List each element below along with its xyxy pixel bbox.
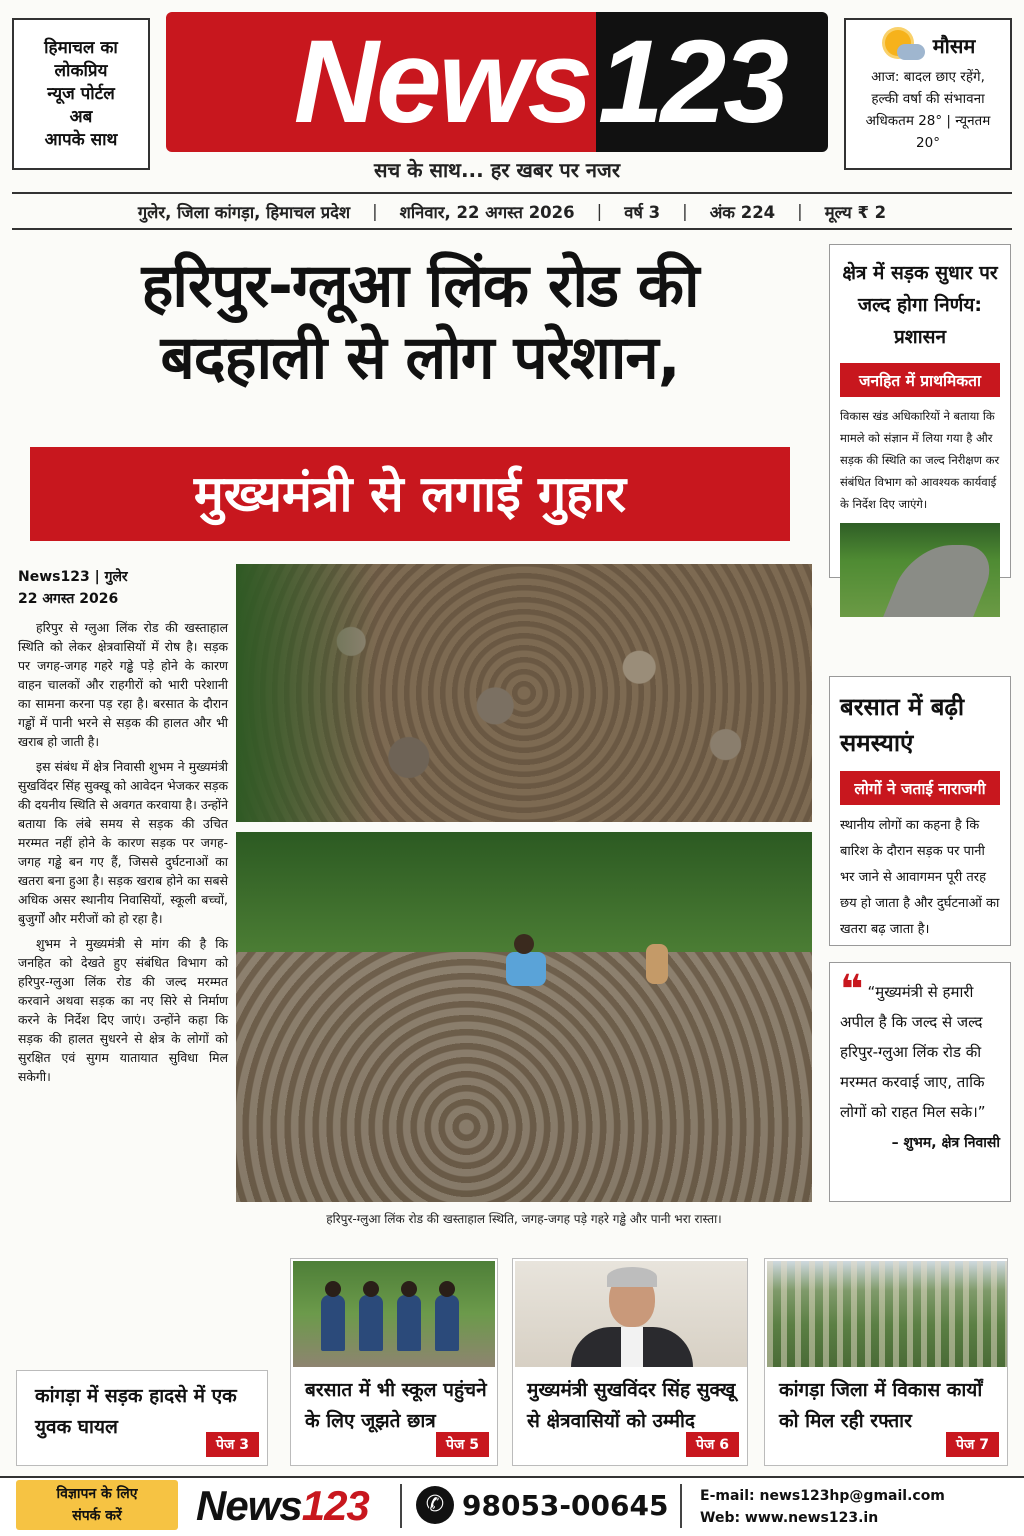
sun-cloud-icon	[881, 28, 925, 62]
town-aerial-image	[767, 1261, 1007, 1367]
article-paragraph: इस संबंध में क्षेत्र निवासी शुभम ने मुख्यमंत्री सुखविंदर सिंह सुक्खू को आवेदन भेजकर सड़क की दयनीय स्थिति से अवगत करवाया है। उन्होंने बताया कि लंबे समय से सड़क की उचित मरम्मत नहीं होने के कारण सड़क पर जगह-जगह गड्ढे बन गए हैं, जिससे दुर्घटनाओं का खतरा बना हुआ है। सड़क खराब होने का सबसे अधिक असर स्थानीय निवासियों, स्कूली बच्चों, बुजुर्गों और मरीजों को हो रहा है।	[18, 759, 228, 926]
dog-figure	[646, 944, 668, 984]
weather-title: मौसम	[932, 33, 976, 58]
dateline-price: मूल्य ₹ 2	[824, 202, 887, 222]
weather-temperature: अधिकतम 28° | न्यूनतम 20°	[865, 113, 991, 151]
footer-phone[interactable]	[416, 1486, 668, 1524]
news-card-development[interactable]	[764, 1258, 1008, 1466]
person-figure	[506, 952, 546, 986]
sidebar-box-text: विकास खंड अधिकारियों ने बताया कि मामले को संज्ञान में लिया गया है और सड़क की स्थिति का जल्द निरीक्षण कर संबंधित विभाग को आवश्यक कार्यवाई के निर्देश दिए जाएंगे।	[840, 409, 1000, 511]
page-badge: पेज 5	[436, 1432, 489, 1457]
headline-highlight[interactable]: मुख्यमंत्री से लगाई गुहार	[30, 447, 790, 541]
weather-box	[844, 18, 1012, 170]
ad-line-2: संपर्क करें	[72, 1508, 122, 1524]
students-walking-image	[293, 1261, 495, 1367]
headline-line-2: बदहाली से लोग परेशान,	[160, 323, 680, 393]
vegetation-edge	[236, 564, 376, 822]
news-card-accident[interactable]	[16, 1370, 268, 1466]
sidebar-box-tag: लोगों ने जताई नाराजगी	[840, 771, 1000, 805]
card-title: कांगड़ा में सड़क हादसे में एक युवक घायल	[35, 1385, 237, 1438]
page-badge: पेज 6	[686, 1432, 739, 1457]
separator: |	[797, 201, 803, 221]
weather-line	[852, 66, 1004, 154]
ad-line-1: विज्ञापन के लिए	[56, 1486, 138, 1502]
photo-caption: हरिपुर-ग्लुआ लिंक रोड की खस्ताहाल स्थिति, जगह-जगह पड़े गहरे गड्ढे और पानी भरा रास्ता।	[326, 1212, 722, 1226]
news-card-students[interactable]	[290, 1258, 498, 1466]
byline-source: News123 | गुलेर	[18, 569, 128, 585]
weather-forecast-2: हल्की वर्षा की संभावना	[871, 91, 985, 107]
logo-number-text: 123	[596, 12, 828, 152]
phone-number: 98053-00645	[462, 1488, 669, 1522]
stony-road	[236, 952, 812, 1202]
phone-icon: ✆	[416, 1486, 454, 1524]
dateline-place: गुलेर, जिला कांगड़ा, हिमाचल प्रदेश	[137, 202, 351, 222]
advertise-contact-button[interactable]	[16, 1480, 178, 1530]
dateline-issue: अंक 224	[709, 202, 776, 222]
dateline-date: शनिवार, 22 अगस्त 2026	[399, 202, 575, 222]
chief-minister-portrait	[515, 1261, 747, 1367]
card-title: कांगड़ा जिला में विकास कार्यों को मिल रही रफ्तार	[779, 1379, 983, 1432]
sidebar-box-title: क्षेत्र में सड़क सुधार पर जल्द होगा निर्णय: प्रशासन	[842, 262, 998, 348]
card-title: मुख्यमंत्री सुखविंदर सिंह सुक्खू से क्षेत्रवासियों को उम्मीद	[527, 1379, 736, 1432]
quote-text: “मुख्यमंत्री से हमारी अपील है कि जल्द से जल्द हरिपुर-ग्लुआ लिंक रोड की मरम्मत करवाई जाए, ताकि लोगों को राहत मिल सके।”	[840, 983, 986, 1121]
masthead-tagline-box	[12, 18, 150, 170]
tagline-line: न्यूज पोर्टल	[47, 83, 115, 104]
footer-logo-number: 123	[301, 1482, 369, 1529]
article-byline	[18, 566, 228, 610]
page-badge: पेज 3	[206, 1432, 259, 1457]
man-inspecting-road-photo[interactable]	[236, 832, 812, 1202]
article-paragraph: हरिपुर से ग्लुआ लिंक रोड की खस्ताहाल स्थिति को लेकर क्षेत्रवासियों में रोष है। सड़क पर जगह-जगह गहरे गड्ढे पड़े होने के कारण वाहन चालकों और राहगीरों को भारी परेशानी का सामना करना पड़ रहा है। बरसात के दौरान गड्ढों में पानी भरने से सड़क की हालत और भी खराब हो जाती है।	[18, 620, 228, 749]
dateline-year: वर्ष 3	[624, 202, 661, 222]
sidebar-box-text: स्थानीय लोगों का कहना है कि बारिश के दौरान सड़क पर पानी भर जाने से आवागमन पूरी तरह छय हो जाता है और दुर्घटनाओं का खतरा बढ़ जाता है।	[840, 818, 1000, 937]
footer-contact	[700, 1485, 945, 1529]
byline-date: 22 अगस्त 2026	[18, 591, 119, 607]
card-title: बरसात में भी स्कूल पहुंचने के लिए जूझते छात्र	[305, 1379, 487, 1432]
damaged-road-photo[interactable]	[236, 564, 812, 822]
quote-attribution: – शुभम, क्षेत्र निवासी	[891, 1135, 1000, 1151]
footer-divider	[400, 1484, 402, 1528]
separator: |	[682, 201, 688, 221]
footer-email-link[interactable]: E-mail: news123hp@gmail.com	[700, 1488, 945, 1504]
news-card-chief-minister[interactable]	[512, 1258, 748, 1466]
quote-box	[829, 962, 1011, 1202]
quote-mark-icon: ❝	[840, 967, 864, 1013]
footer-divider	[680, 1484, 682, 1528]
weather-header	[852, 28, 1004, 62]
tagline-line: हिमाचल का	[44, 37, 118, 58]
tagline-line: लोकप्रिय	[54, 60, 108, 81]
dateline-bar	[12, 192, 1012, 230]
separator: |	[596, 201, 603, 221]
article-body	[18, 618, 228, 1092]
sidebar-news-box-admin[interactable]	[829, 244, 1011, 578]
footer-web-link[interactable]: Web: www.news123.in	[700, 1510, 879, 1526]
road-thumbnail-image	[840, 523, 1000, 617]
separator: |	[372, 201, 378, 221]
sidebar-box-tag: जनहित में प्राथमिकता	[840, 363, 1000, 397]
tagline-line: आपके साथ	[44, 129, 118, 150]
footer-logo-news: News	[196, 1482, 302, 1529]
logo-news-text: News	[166, 12, 596, 152]
newspaper-logo[interactable]	[166, 12, 828, 152]
page-badge: पेज 7	[946, 1432, 999, 1457]
sidebar-box-title: बरसात में बढ़ी समस्याएं	[840, 693, 965, 757]
headline-line-1: हरिपुर-ग्लूआ लिंक रोड की	[141, 251, 699, 321]
weather-forecast-1: आज: बादल छाए रहेंगे,	[871, 69, 985, 85]
slogan: सच के साथ... हर खबर पर नजर	[373, 158, 621, 182]
person-head	[514, 934, 534, 954]
article-paragraph: शुभम ने मुख्यमंत्री से मांग की है कि जनहित को देखते हुए संबंधित विभाग को हरिपुर-ग्लुआ लिंक रोड की जल्द मरम्मत करवाने अथवा सड़क का नए सिरे से निर्माण करने के निर्देश दिए जाएं। उन्होंने कहा कि सड़क की हालत सुधरने से क्षेत्र के लोगों को सुरक्षित एवं सुगम यातायात सुविधा मिल सकेगी।	[18, 936, 228, 1084]
footer-logo[interactable]	[196, 1478, 369, 1534]
main-headline[interactable]	[20, 250, 820, 394]
tagline-line: अब	[69, 106, 93, 127]
sidebar-news-box-rain[interactable]	[829, 676, 1011, 946]
